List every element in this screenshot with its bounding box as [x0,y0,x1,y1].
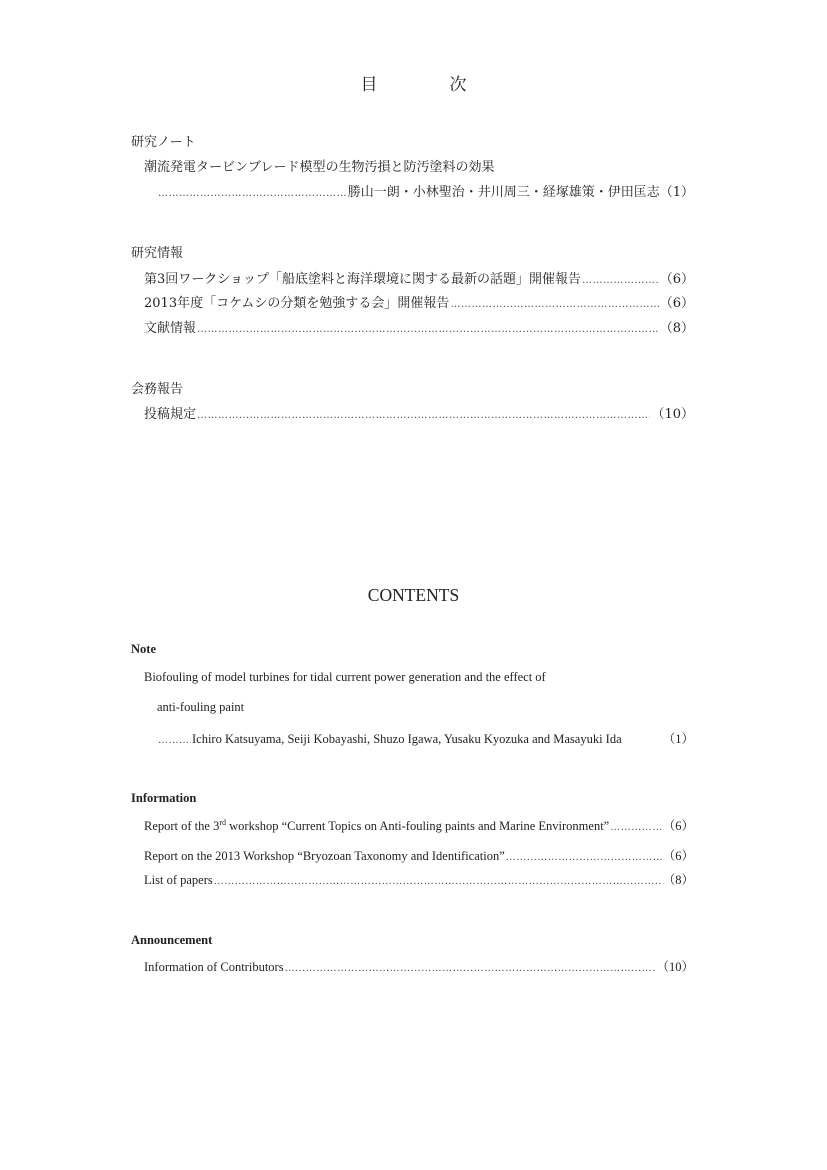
jp-note-authors-row[interactable] [157,181,694,200]
jp-section-heading-announce: 会務報告 [131,382,184,397]
leader-dots [506,852,662,863]
toc-entry-page: （6） [659,296,694,311]
toc-entry-page: （8） [662,873,694,887]
ordinal-superscript: rd [219,818,227,827]
toc-entry-page: （10） [651,407,694,422]
toc-entry-page: （6） [662,819,694,833]
toc-entry-title: Information of Contributors [144,960,284,974]
toc-entry-title: List of papers [144,873,213,887]
en-info-item-2[interactable] [144,846,694,864]
toc-entry-page: （8） [659,321,694,336]
jp-info-item-2[interactable] [144,292,694,311]
en-info-item-3[interactable] [144,870,694,888]
jp-note-title: 潮流発電タービンブレード模型の生物汚損と防汚塗料の効果 [144,160,495,175]
toc-entry-page: （6） [662,849,694,863]
en-note-page: （1） [662,732,694,746]
leader-dots [158,188,347,199]
toc-entry-page: （10） [656,960,694,974]
jp-info-item-3[interactable] [144,317,694,336]
leader-dots [450,299,658,310]
jp-note-authors: 勝山一朗・小林聖治・井川周三・経塚雄策・伊田匡志 [347,185,660,200]
leader-dots [214,876,662,887]
leader-dots [582,275,659,286]
en-section-heading-info: Information [131,791,197,805]
toc-entry-title: 文献情報 [144,321,197,336]
jp-section-heading-note: 研究ノート [131,135,196,150]
toc-entry-title: 第3回ワークショップ「船底塗料と海洋環境に関する最新の話題」開催報告 [144,272,582,287]
leader-dots [197,324,659,335]
toc-entry-title: 2013年度「コケムシの分類を勉強する会」開催報告 [144,296,450,311]
title-part: workshop “Current Topics on Anti-fouling paints and Marine Environment” [226,819,610,833]
en-note-title-line1: Biofouling of model turbines for tidal current power generation and the effect of [144,670,546,684]
leader-dots [285,963,656,974]
toc-entry-title: Report on the 2013 Workshop “Bryozoan Taxonomy and Identification” [144,849,505,863]
en-toc-title: CONTENTS [367,585,460,605]
toc-entry-title: 投稿規定 [144,407,197,422]
jp-title-right: 次 [449,75,467,95]
en-note-title-line2: anti-fouling paint [157,700,245,714]
en-info-item-1[interactable] [144,816,694,834]
jp-info-item-1[interactable] [144,268,694,287]
jp-toc-title [0,70,827,95]
leader-dots [610,822,662,833]
jp-announce-item-1[interactable] [144,403,694,422]
en-section-heading-announce: Announcement [131,933,213,947]
jp-section-heading-info: 研究情報 [131,246,184,261]
en-section-heading-note: Note [131,642,156,656]
jp-note-page: （1） [659,185,694,200]
leader-dots [158,735,191,746]
toc-entry-title [144,818,609,834]
leader-dots [197,410,650,421]
en-note-authors: Ichiro Katsuyama, Seiji Kobayashi, Shuzo Igawa, Yusaku Kyozuka and Masayuki Ida [192,732,622,746]
en-note-authors-row[interactable] [157,729,694,747]
en-announce-item-1[interactable] [144,957,694,975]
toc-entry-page: （6） [659,272,694,287]
title-part: Report of the 3 [144,819,220,833]
jp-title-left: 目 [360,75,378,95]
